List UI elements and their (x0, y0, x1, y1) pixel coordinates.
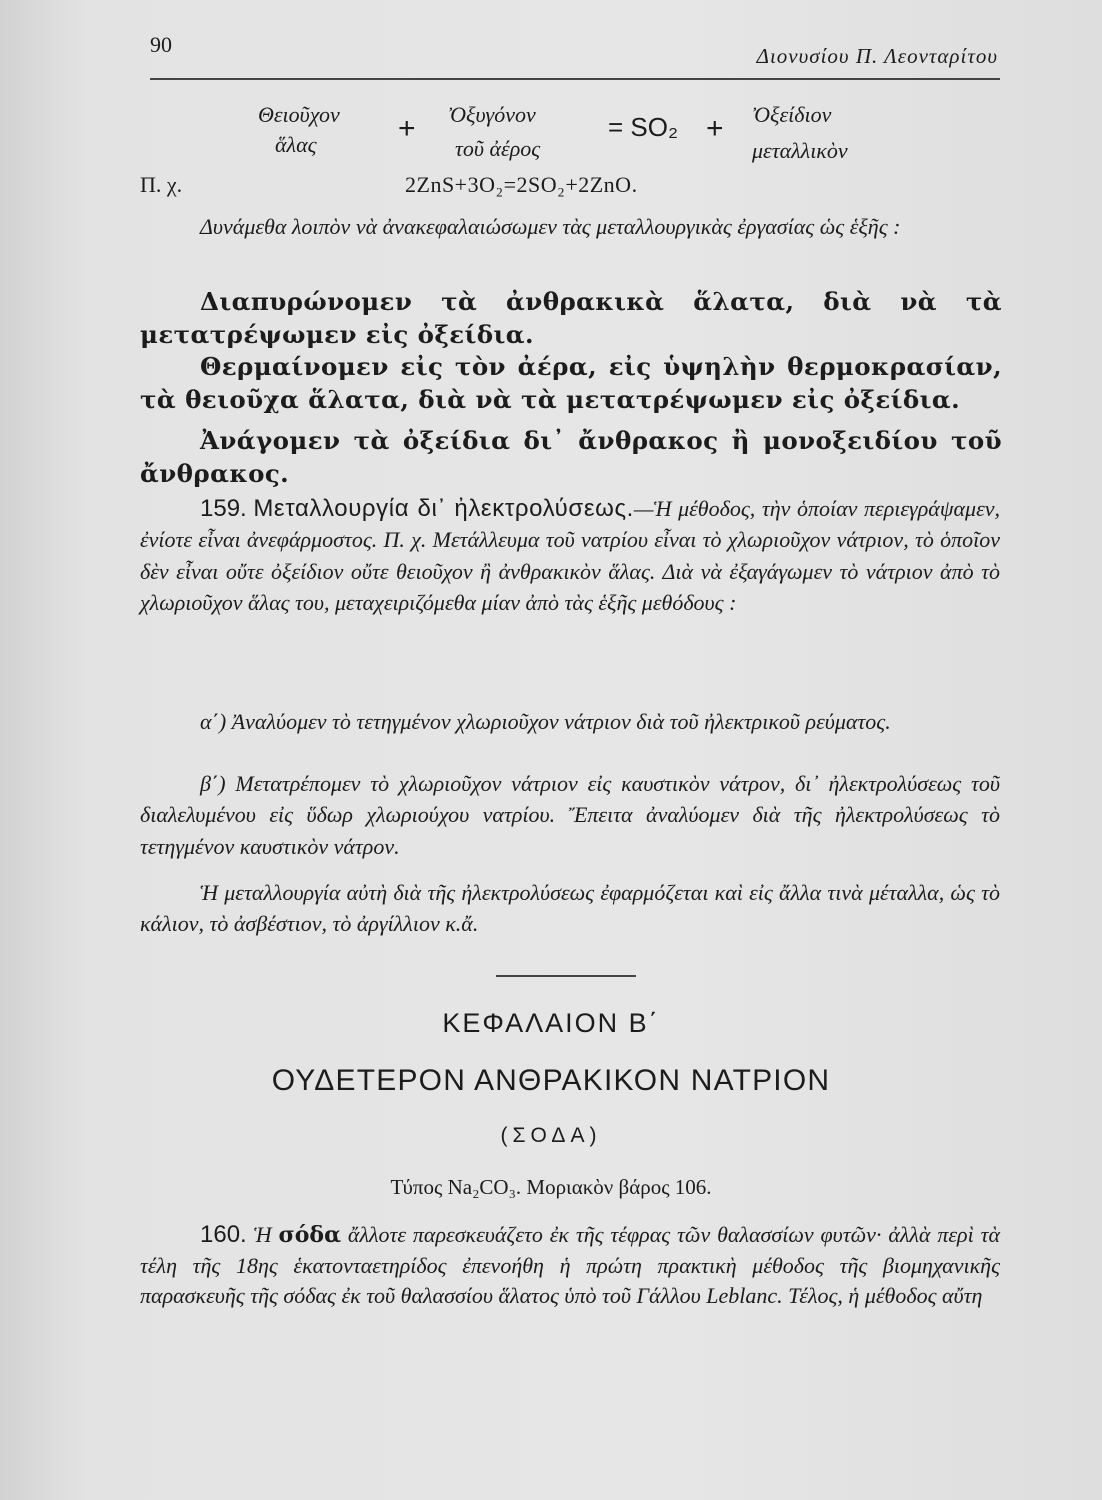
page-number: 90 (150, 32, 172, 57)
paragraph-text: Δυνάμεθα λοιπὸν νὰ ἀνακεφαλαιώσωμεν τὰς μεταλλουργικὰς ἐργασίας ὡς ἑξῆς : (200, 214, 901, 239)
eq-term1-bottom: ἅλας (275, 132, 317, 157)
chapter-label: ΚΕΦΑΛΑΙΟΝ Β΄ (442, 1008, 660, 1038)
method-beta (140, 768, 1000, 862)
paragraph-electrolysis-note (140, 877, 1000, 940)
eq-term3-top: Ὀξείδιον (752, 102, 832, 127)
section-text: ἄλλοτε παρεσκευάζετο ἐκ τῆς τέφρας τῶν θαλασσίων φυτῶν· ἀλλὰ περὶ τὰ τέλη τῆς 18ης ἑκατονταετηρίδος ἐπενοήθη ἡ πρώτη πρακτικὴ μέθοδος τῆς βιομηχανικῆς παρασκευῆς τῆς σόδας ἐκ τοῦ θαλασσίου ἅλατος ὑπὸ τοῦ Γάλλου Leblanc. Τέλος, ἡ μέθοδος αὔτη (140, 1222, 1001, 1308)
method-text: α΄) Ἀναλύομεν τὸ τετηγμένον χλωριοῦχον νάτριον διὰ τοῦ ἠλεκτρικοῦ ρεύματος. (200, 709, 891, 734)
eq-term2-bottom: τοῦ ἀέρος (455, 136, 541, 161)
section-divider (496, 975, 636, 977)
section-160 (140, 1220, 1000, 1312)
eq-plus-2: + (706, 112, 724, 145)
chemical-formula-line: Τύπος Na₂CO₃. Μοριακὸν βάρος 106. (390, 1175, 712, 1199)
chapter-subtitle: (ΣΟΔΑ) (500, 1124, 602, 1147)
method-alpha (140, 706, 1000, 737)
eq-term3-bottom: μεταλλικὸν (752, 138, 848, 163)
section-keyword: σόδα (278, 1222, 342, 1248)
header-rule (150, 78, 1000, 80)
eq-example-formula: 2ZnS+3O₂=2SO₂+2ZnO. (405, 172, 638, 197)
eq-term2-top: Ὀξυγόνον (448, 102, 536, 127)
paragraph-text: Ἡ μεταλλουργία αὐτὴ διὰ τῆς ἠλεκτρολύσεως ἐφαρμόζεται καὶ εἰς ἄλλα τινὰ μέταλλα, ὡς τὸ κάλιον, τὸ ἀσβέστιον, τὸ ἀργίλλιον κ.ἄ. (140, 880, 1000, 937)
section-title: Μεταλλουργία δι᾽ ἠλεκτρολύσεως. (253, 495, 634, 522)
summary-step-3 (140, 424, 1002, 490)
summary-step-text: Θερμαίνομεν εἰς τὸν ἀέρα, εἰς ὑψηλὴν θερμοκρασίαν, τὰ θειοῦχα ἅλατα, διὰ νὰ τὰ μετατρέψωμεν εἰς ὀξείδια. (140, 352, 1002, 414)
chapter-title: ΟΥΔΕΤΕΡΟΝ ΑΝΘΡΑΚΙΚΟΝ ΝΑΤΡΙΟΝ (271, 1064, 831, 1097)
section-number: 160. (200, 1221, 247, 1248)
eq-equals-so2: = SO₂ (608, 112, 679, 142)
section-number: 159. (200, 495, 247, 522)
eq-term1-top: Θειοῦχον (258, 102, 340, 127)
summary-step-2 (140, 350, 1002, 416)
summary-step-text: Διαπυρώνομεν τὰ ἀνθρακικὰ ἅλατα, διὰ νὰ τὰ μετατρέψωμεν εἰς ὀξείδια. (140, 287, 1002, 349)
eq-example-label: Π. χ. (140, 172, 183, 197)
section-text: —Ἡ μέθοδος, τὴν ὁποίαν περιεγράψαμεν, ἐνίοτε εἶναι ἀνεφάρμοστος. Π. χ. Μετάλλευμα τοῦ νατρίου εἶναι τὸ χλωριοῦχον νάτριον, τὸ ὁποῖον δὲν εἶναι οὔτε ὀξείδιον οὔτε θειοῦχον ἢ ἀνθρακικὸν ἅλας. Διὰ νὰ ἐξαγάγωμεν τὸ νάτριον ἀπὸ τὸ χλωριοῦχον ἅλας του, μεταχειριζόμεθα μίαν ἀπὸ τὰς ἑξῆς μεθόδους : (140, 496, 1001, 615)
summary-step-text: Ἀνάγομεν τὰ ὀξείδια δι᾽ ἄνθρακος ἢ μονοξειδίου τοῦ ἄνθρακος. (140, 426, 1002, 488)
eq-plus-1: + (398, 112, 416, 145)
section-159 (140, 493, 1000, 618)
section-lead: Ἡ (253, 1222, 272, 1247)
running-title: Διονυσίου Π. Λεονταρίτου (756, 44, 998, 68)
method-text: β΄) Μετατρέπομεν τὸ χλωριοῦχον νάτριον εἰς καυστικὸν νάτρον, δι᾽ ἠλεκτρολύσεως τοῦ διαλελυμένου εἰς ὕδωρ χλωριούχου νατρίου. Ἔπειτα ἀναλύομεν διὰ τῆς ἠλεκτρολύσεως τὸ τετηγμένον καυστικὸν νάτρον. (140, 771, 1000, 859)
paragraph-summary-intro (140, 211, 1000, 242)
summary-step-1 (140, 285, 1002, 351)
